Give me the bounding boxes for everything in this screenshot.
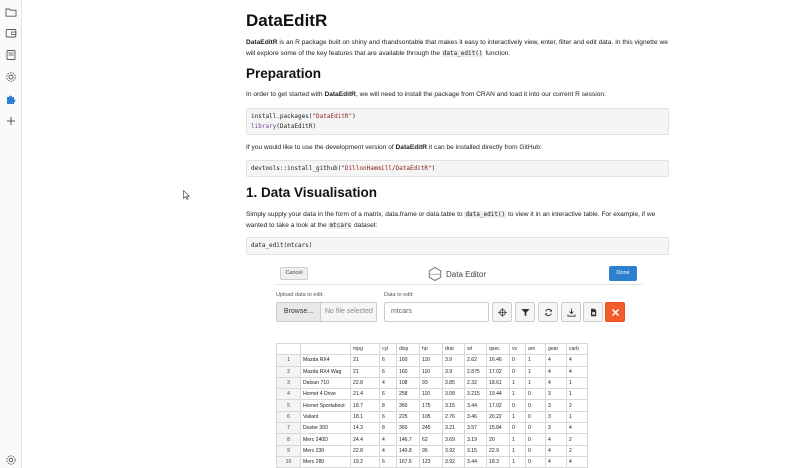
table-cell[interactable]: 1 [510,445,526,456]
table-cell[interactable]: 8 [380,423,397,434]
upload-label: Upload data to edit: [276,292,324,298]
table-cell[interactable]: 2.62 [465,355,487,366]
table-cell[interactable]: 110 [420,389,443,400]
install-code-block[interactable]: install.packages("DataEditR") library(DataEditR) [246,108,669,135]
table-cell[interactable]: 3.46 [465,411,487,422]
filter-button[interactable] [515,302,535,322]
table-row[interactable] [277,445,588,456]
table-cell[interactable]: 4 [567,456,588,467]
settings-icon[interactable] [5,454,17,466]
table-row[interactable] [277,411,588,422]
table-cell[interactable]: 1 [510,389,526,400]
table-cell[interactable]: 3 [546,389,567,400]
table-cell[interactable]: 2.32 [465,377,487,388]
table-cell[interactable]: 4 [380,445,397,456]
row-name-cell[interactable]: Valiant [301,411,351,422]
table-cell[interactable]: 0 [526,423,546,434]
table-cell[interactable]: 160 [397,355,420,366]
filter-icon [521,308,530,317]
table-cell[interactable]: 2.76 [443,411,465,422]
sync-icon [544,308,553,317]
table-cell[interactable]: 24.4 [351,434,380,445]
table-cell[interactable]: 4 [546,445,567,456]
table-cell[interactable]: 1 [510,434,526,445]
table-cell[interactable]: 3.92 [443,456,465,467]
table-cell[interactable]: 4 [546,366,567,377]
browse-button[interactable]: Browse... [277,303,321,321]
table-cell[interactable]: 0 [526,456,546,467]
table-cell[interactable]: 1 [510,456,526,467]
row-name-cell[interactable]: Mazda RX4 Wag [301,366,351,377]
table-cell[interactable]: 360 [397,423,420,434]
table-cell[interactable]: 3.215 [465,389,487,400]
table-cell[interactable]: 0 [526,400,546,411]
row-index[interactable]: 1 [277,355,301,366]
row-index[interactable]: 6 [277,411,301,422]
table-cell[interactable]: 1 [510,377,526,388]
table-cell[interactable]: 14.3 [351,423,380,434]
row-index[interactable]: 3 [277,377,301,388]
data-editor-app [276,263,643,468]
table-cell[interactable]: 21 [351,355,380,366]
table-cell[interactable]: 22.9 [487,445,510,456]
table-cell[interactable]: 225 [397,411,420,422]
table-cell[interactable]: 105 [420,411,443,422]
table-cell[interactable]: 3 [546,423,567,434]
row-name-cell[interactable]: Merc 230 [301,445,351,456]
row-name-cell[interactable]: Merc 240D [301,434,351,445]
column-header: hp [420,344,443,355]
table-cell[interactable]: 0 [510,400,526,411]
table-cell[interactable]: 3.9 [443,355,465,366]
table-cell[interactable]: 18.7 [351,400,380,411]
row-index[interactable]: 4 [277,389,301,400]
table-cell[interactable]: 19.44 [487,389,510,400]
dev-version-paragraph: If you would like to use the development version of DataEditR it can be installed directly from GitHub: [246,144,542,151]
table-cell[interactable]: 22.8 [351,445,380,456]
table-cell[interactable]: 3.57 [465,423,487,434]
table-cell[interactable]: 1 [510,411,526,422]
table-cell[interactable]: 245 [420,423,443,434]
intro-paragraph: DataEditR is an R package built on shiny and rhandsontable that makes it easy to interactively view, enter, filter and edit data. In this vignette we will explore some of the key features that are available through the data_edit() function. [246,39,668,57]
table-cell[interactable]: 4 [546,456,567,467]
row-index[interactable]: 9 [277,445,301,456]
table-cell[interactable]: 3.15 [443,400,465,411]
table-cell[interactable]: 20 [487,434,510,445]
data-visualisation-heading: 1. Data Visualisation [246,185,378,200]
table-cell[interactable]: 21 [351,366,380,377]
table-cell[interactable]: 4 [546,434,567,445]
table-row[interactable] [277,423,588,434]
select-button[interactable] [492,302,512,322]
table-cell[interactable]: 15.84 [487,423,510,434]
table-cell[interactable]: 3.44 [465,400,487,411]
table-cell[interactable]: 3 [546,400,567,411]
table-cell[interactable]: 2.875 [465,366,487,377]
table-row[interactable] [277,366,588,377]
crosshair-icon [498,308,507,317]
table-cell[interactable]: 0 [510,423,526,434]
row-index[interactable]: 5 [277,400,301,411]
table-cell[interactable]: 123 [420,456,443,467]
table-cell[interactable]: 3.15 [465,445,487,456]
page-title: DataEditR [246,11,328,30]
data-to-edit-input[interactable]: mtcars [384,302,489,322]
table-cell[interactable]: 3.9 [443,366,465,377]
table-cell[interactable]: 3.44 [465,456,487,467]
column-header: carb [567,344,588,355]
table-cell[interactable]: 1 [567,377,588,388]
column-header: gear [546,344,567,355]
table-cell[interactable]: 2 [567,445,588,456]
table-cell[interactable]: 1 [567,411,588,422]
table-cell[interactable]: 95 [420,445,443,456]
editor-header [276,263,643,285]
column-header: disp [397,344,420,355]
table-cell[interactable]: 3.19 [465,434,487,445]
table-cell[interactable]: 4 [567,423,588,434]
table-cell[interactable]: 21.4 [351,389,380,400]
close-icon [611,308,620,317]
table-cell[interactable]: 360 [397,400,420,411]
table-cell[interactable]: 1 [567,389,588,400]
table-row[interactable] [277,377,588,388]
gear-icon[interactable] [5,71,17,83]
table-cell[interactable]: 62 [420,434,443,445]
table-cell[interactable]: 19.2 [351,456,380,467]
table-cell[interactable]: 4 [546,377,567,388]
column-header: cyl [380,344,397,355]
dataeditr-logo [428,267,442,281]
table-row[interactable] [277,355,588,366]
table-cell[interactable]: 18.61 [487,377,510,388]
table-cell[interactable]: 110 [420,355,443,366]
table-row[interactable] [277,400,588,411]
table-cell[interactable]: 4 [567,355,588,366]
done-button[interactable]: Done [609,266,637,281]
data-edit-code-block[interactable]: data_edit(mtcars) [246,237,669,255]
table-cell[interactable]: 0 [510,355,526,366]
preparation-paragraph: In order to get started with DataEditR, we will need to install the package from CRAN and load it into our current R session: [246,91,606,98]
table-cell[interactable]: 258 [397,389,420,400]
rowname-header [301,344,351,355]
row-index[interactable]: 2 [277,366,301,377]
download-icon [567,308,576,317]
activity-bar [0,0,22,468]
wallet-icon[interactable] [5,27,17,39]
table-cell[interactable]: 6 [380,389,397,400]
table-cell[interactable]: 6 [380,456,397,467]
table-cell[interactable]: 0 [510,366,526,377]
table-cell[interactable]: 4 [567,366,588,377]
table-cell[interactable]: 167.6 [397,456,420,467]
table-cell[interactable]: 6 [380,355,397,366]
column-header: am [526,344,546,355]
table-cell[interactable]: 18.1 [351,411,380,422]
table-cell[interactable]: 4 [380,434,397,445]
sync-button[interactable] [538,302,558,322]
table-cell[interactable]: 4 [546,355,567,366]
row-index[interactable]: 10 [277,456,301,467]
puzzle-icon[interactable] [5,93,17,105]
github-code-block[interactable]: devtools::install_github("DillonHammill/DataEditR") [246,160,669,177]
preparation-heading: Preparation [246,66,322,81]
row-name-cell[interactable]: Hornet 4 Drive [301,389,351,400]
cancel-button[interactable]: Cancel [280,267,308,280]
plus-icon[interactable] [5,115,17,127]
row-name-cell[interactable]: Duster 360 [301,423,351,434]
table-cell[interactable]: 175 [420,400,443,411]
logo-text: DataEditR [430,274,440,276]
table-cell[interactable]: 3.92 [443,445,465,456]
column-header: wt [465,344,487,355]
row-name-cell[interactable]: Hornet Sportabout [301,400,351,411]
inline-code: data_edit() [442,50,483,57]
table-cell[interactable]: 0 [526,411,546,422]
table-cell[interactable]: 93 [420,377,443,388]
table-cell[interactable]: 6 [380,411,397,422]
table-cell[interactable]: 140.8 [397,445,420,456]
row-name-cell[interactable]: Merc 280 [301,456,351,467]
row-index[interactable]: 8 [277,434,301,445]
table-cell[interactable]: 8 [380,400,397,411]
file-icon [589,308,598,317]
folder-icon[interactable] [5,6,17,18]
table-cell[interactable]: 108 [397,377,420,388]
row-index[interactable]: 7 [277,423,301,434]
table-row[interactable] [277,389,588,400]
file-button[interactable] [583,302,603,322]
data-table[interactable] [276,343,588,468]
column-header: mpg [351,344,380,355]
table-header-row [277,344,588,355]
table-cell[interactable]: 1 [526,377,546,388]
visualisation-paragraph: Simply supply your data in the form of a matrix, data.frame or data.table to data_edit() to view it in an interactive table. For example, if we wanted to take a look at the mtcars dataset: [246,211,656,229]
table-cell[interactable]: 16.46 [487,355,510,366]
table-cell[interactable]: 18.3 [487,456,510,467]
file-name-display: No file selected [321,303,376,321]
table-cell[interactable]: 0 [526,389,546,400]
table-cell[interactable]: 1 [526,355,546,366]
book-icon[interactable] [5,49,17,61]
cut-button[interactable] [605,302,625,322]
table-cell[interactable]: 3.69 [443,434,465,445]
column-header: qsec [487,344,510,355]
editor-title: DataEditR Data Editor [428,266,486,282]
table-cell[interactable]: 3.85 [443,377,465,388]
table-cell[interactable]: 17.02 [487,366,510,377]
table-cell[interactable]: 17.02 [487,400,510,411]
table-cell[interactable]: 20.22 [487,411,510,422]
table-cell[interactable]: 0 [526,445,546,456]
table-cell[interactable]: 3.08 [443,389,465,400]
table-cell[interactable]: 3.21 [443,423,465,434]
column-header: drat [443,344,465,355]
table-cell[interactable]: 4 [380,377,397,388]
table-cell[interactable]: 0 [526,434,546,445]
table-cell[interactable]: 110 [420,366,443,377]
table-cell[interactable]: 160 [397,366,420,377]
data-to-edit-label: Data to edit: [384,292,414,298]
row-name-cell[interactable]: Mazda RX4 [301,355,351,366]
column-header: vs [510,344,526,355]
table-cell[interactable]: 2 [567,434,588,445]
corner-header [277,344,301,355]
download-button[interactable] [561,302,581,322]
table-row[interactable] [277,434,588,445]
mouse-cursor-icon [183,190,190,200]
table-cell[interactable]: 146.7 [397,434,420,445]
table-row[interactable] [277,456,588,467]
table-cell[interactable]: 1 [526,366,546,377]
row-name-cell[interactable]: Datsun 710 [301,377,351,388]
table-cell[interactable]: 2 [567,400,588,411]
table-cell[interactable]: 6 [380,366,397,377]
table-cell[interactable]: 3 [546,411,567,422]
table-cell[interactable]: 22.8 [351,377,380,388]
file-upload [276,302,377,322]
